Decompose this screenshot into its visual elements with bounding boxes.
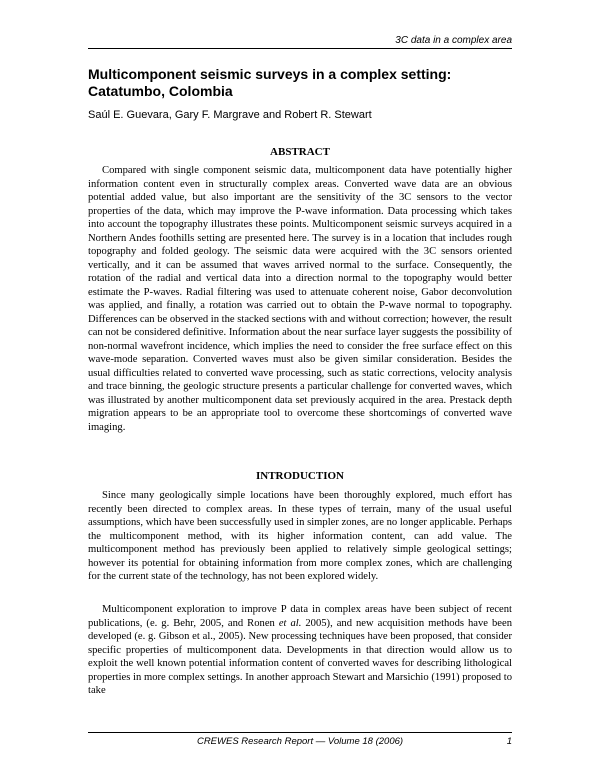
paragraph-2-text-start: Multicomponent exploration to improve P data in complex areas have been subject of recent publications, (e. g. Behr, 2005, and Ronen — [88, 604, 512, 629]
running-head: 3C data in a complex area — [88, 35, 512, 49]
footer-text: CREWES Research Report — Volume 18 (2006) — [196, 736, 404, 747]
abstract-text: Compared with single component seismic data, multicomponent data have potentially higher information content even in structurally complex areas. Converted wave data are an obvious potential added value, but also important are the sensitivity of the 3C sensors to the vector properties of the data, which may improve the P-wave information. Data processing which takes into account the topography illustrates these points. Multicomponent seismic surveys acquired in a Northern Andes foothills setting are presented here. The survey is in a location that includes rough topography and folded geology. The seismic data were acquired with the 3C sensors oriented vertically, and it can be assumed that waves arrived normal to the surface. Consequently, the rotation of the radial and vertical data into a direction normal to the topography would better estimate the P-waves. Radial filtering was used to attenuate coherent noise, Gabor deconvolution was applied, and finally, a rotation was carried out to obtain the P-wave normal to topography. Differences can be observed in the stacked sections with and without correction; however, the result can not be considered definitive. Information about the near surface layer suggests the possibility of non-normal wavefront incidence, which implies the need to consider the free surface effect on this wave-mode separation. Converted waves must also be given similar consideration. Besides the usual difficulties related to converted wave processing, such as static corrections, velocity analysis and trace binning, the geologic structure presents a particular challenge for converted waves, which was illustrated by another multicomponent data set previously acquired in the area. Prestack depth migration appears to be an appropriate tool to overcome these shortcomings of converted wave imaging. — [88, 165, 512, 433]
introduction-paragraph-2 — [88, 603, 512, 698]
paragraph-2-text-end: 2005), and new acquisition methods have been developed (e. g. Gibson et al., 2005). New processing techniques have been proposed, that consider specific properties of multicomponent data. Developments in that direction would allow us to exploit the well known potential information content of converted waves for describing lithological properties in more complex settings. In another approach Stewart and Marsichio (1991) proposed to take — [88, 617, 513, 696]
abstract-heading: ABSTRACT — [270, 146, 330, 158]
paper-title: Multicomponent seismic surveys in a complex setting: Catatumbo, Colombia — [88, 66, 452, 99]
page-number: 1 — [506, 736, 512, 747]
introduction-heading: INTRODUCTION — [255, 470, 344, 482]
et-al-emphasis: et al. — [278, 617, 302, 629]
page-footer — [88, 732, 512, 747]
author-list: Saúl E. Guevara, Gary F. Margrave and Robert R. Stewart — [88, 109, 372, 121]
introduction-paragraph-1: Since many geologically simple locations have been thoroughly explored, much effort has recently been directed to complex areas. In these types of terrain, many of the usual useful assumptions, which have been successfully used in simpler zones, are no longer applicable. Perhaps the multicomponent method, with its higher information content, can add value. The multicomponent method has previously been applied to relatively simple geological settings; however its potential for obtaining information from more complex zones, which are challenging for the current state of the technology, has not been explored widely. — [88, 490, 512, 582]
